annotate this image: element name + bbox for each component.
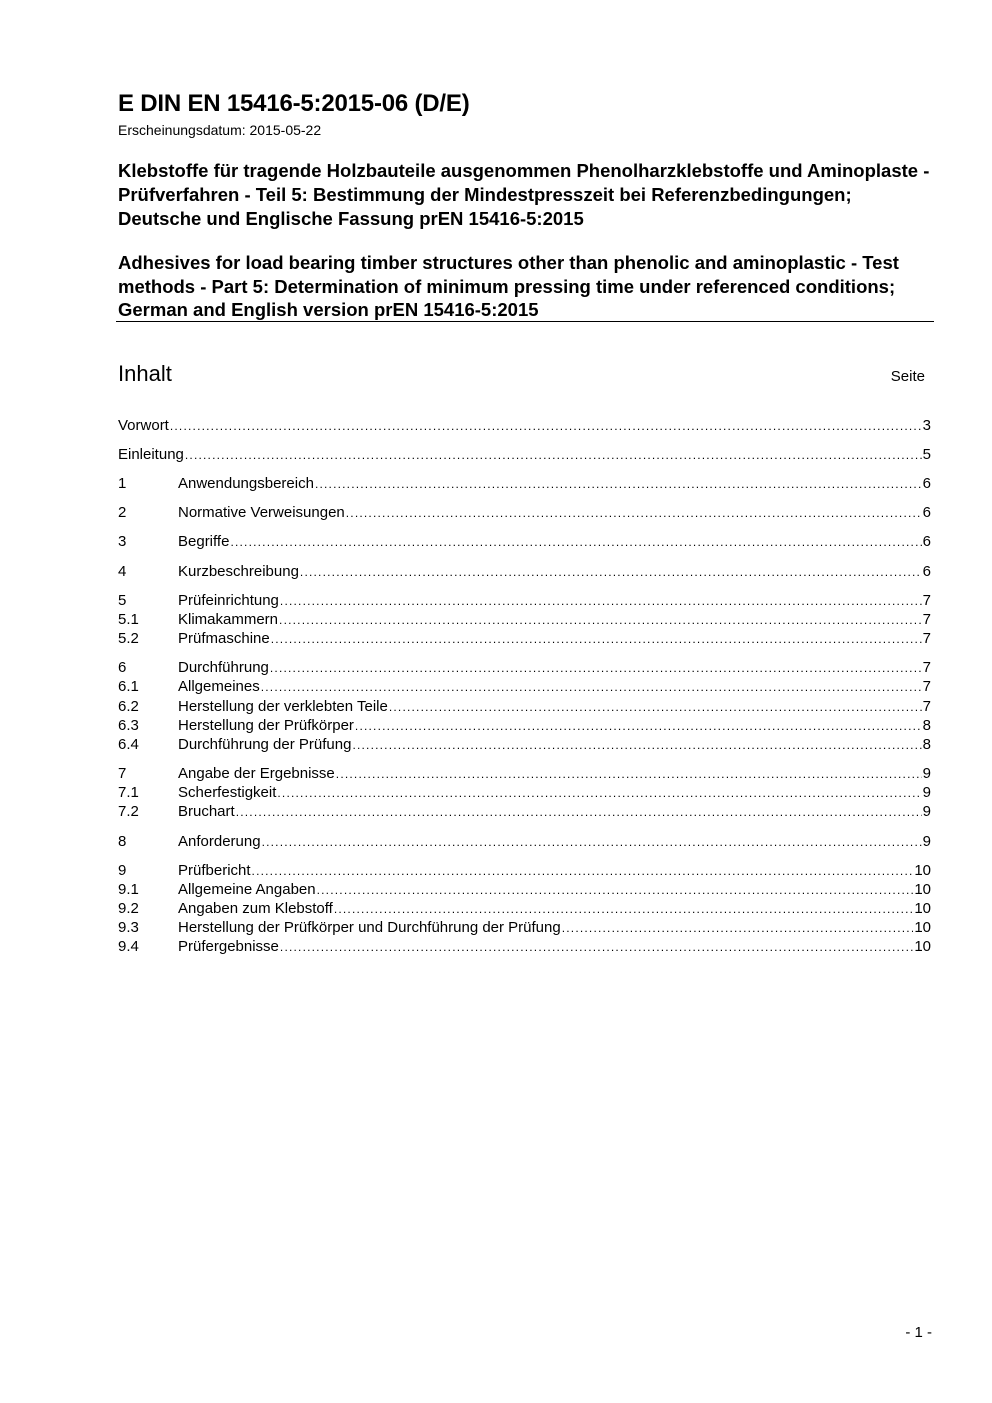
- toc-entry-number: 6.4: [118, 736, 139, 753]
- toc-entry-title: Klimakammern: [178, 611, 279, 628]
- toc-entry-number: 8: [118, 833, 127, 850]
- toc-entry-page: 10: [914, 919, 931, 936]
- toc-entry-page: 7: [922, 678, 931, 695]
- toc-dot-leader: [334, 899, 913, 919]
- toc-entry[interactable]: [118, 937, 931, 957]
- toc-entry-number: 5: [118, 592, 127, 609]
- toc-dot-leader: [277, 783, 921, 803]
- toc-entry-page: 7: [922, 630, 931, 647]
- toc-entry-title: Scherfestigkeit: [178, 784, 277, 801]
- toc-entry-page: 7: [922, 611, 931, 628]
- toc-entry-title: Einleitung: [118, 446, 184, 463]
- toc-entry-page: 9: [922, 833, 931, 850]
- toc-page-column-label: Seite: [890, 368, 925, 385]
- toc-entry-number: 5.1: [118, 611, 139, 628]
- toc-entry-number: 6.3: [118, 717, 139, 734]
- toc-entry-number: 7.2: [118, 803, 139, 820]
- toc-entry[interactable]: [118, 861, 931, 881]
- toc-dot-leader: [562, 918, 914, 938]
- document-id: E DIN EN 15416-5:2015-06 (D/E): [118, 90, 470, 117]
- toc-dot-leader: [271, 629, 922, 649]
- toc-dot-leader: [315, 474, 922, 494]
- toc-entry[interactable]: [118, 474, 931, 494]
- toc-dot-leader: [336, 764, 922, 784]
- toc-entry-number: 9: [118, 862, 127, 879]
- toc-dot-leader: [280, 937, 913, 957]
- toc-entry[interactable]: [118, 918, 931, 938]
- toc-entry-page: 7: [922, 698, 931, 715]
- toc-entry-title: Prüfmaschine: [178, 630, 270, 647]
- toc-entry-page: 10: [914, 881, 931, 898]
- toc-entry-number: 9.1: [118, 881, 139, 898]
- toc-dot-leader: [270, 658, 922, 678]
- toc-dot-leader: [236, 802, 922, 822]
- toc-dot-leader: [355, 716, 922, 736]
- toc-entry-page: 9: [922, 765, 931, 782]
- toc-entry-title: Prüfbericht: [178, 862, 251, 879]
- page-number: - 1 -: [905, 1324, 932, 1341]
- toc-dot-leader: [262, 832, 922, 852]
- toc-entry-title: Kurzbeschreibung: [178, 563, 299, 580]
- toc-entry[interactable]: [118, 735, 931, 755]
- toc-dot-leader: [280, 591, 922, 611]
- toc-entry-number: 3: [118, 533, 127, 550]
- toc-entry-title: Prüfergebnisse: [178, 938, 279, 955]
- toc-dot-leader: [170, 416, 922, 436]
- toc-entry[interactable]: [118, 802, 931, 822]
- toc-entry-page: 9: [922, 784, 931, 801]
- toc-entry[interactable]: [118, 764, 931, 784]
- toc-entry-title: Herstellung der Prüfkörper: [178, 717, 354, 734]
- toc-entry-number: 9.3: [118, 919, 139, 936]
- toc-entry[interactable]: [118, 562, 931, 582]
- toc-entry-number: 4: [118, 563, 127, 580]
- toc-entry-number: 6.2: [118, 698, 139, 715]
- toc-entry[interactable]: [118, 610, 931, 630]
- toc-entry-title: Allgemeine Angaben: [178, 881, 316, 898]
- toc-entry-page: 3: [922, 417, 931, 434]
- toc-entry[interactable]: [118, 880, 931, 900]
- toc-entry[interactable]: [118, 629, 931, 649]
- toc-entry-number: 9.4: [118, 938, 139, 955]
- toc-entry-page: 8: [922, 736, 931, 753]
- toc-entry-page: 10: [914, 938, 931, 955]
- toc-entry[interactable]: [118, 416, 931, 436]
- toc-entry[interactable]: [118, 591, 931, 611]
- toc-entry-page: 6: [922, 475, 931, 492]
- toc-entry-page: 5: [922, 446, 931, 463]
- toc-dot-leader: [300, 562, 922, 582]
- publication-date: Erscheinungsdatum: 2015-05-22: [118, 122, 322, 138]
- toc-dot-leader: [185, 445, 922, 465]
- toc-entry[interactable]: [118, 677, 931, 697]
- toc-entry-number: 6.1: [118, 678, 139, 695]
- toc-entry[interactable]: [118, 658, 931, 678]
- toc-entry-title: Vorwort: [118, 417, 169, 434]
- toc-entry-page: 8: [922, 717, 931, 734]
- toc-entry-title: Anwendungsbereich: [178, 475, 314, 492]
- toc-entry[interactable]: [118, 716, 931, 736]
- toc-entry[interactable]: [118, 832, 931, 852]
- toc-entry-number: 7: [118, 765, 127, 782]
- toc-entry[interactable]: [118, 445, 931, 465]
- toc-entry-title: Angabe der Ergebnisse: [178, 765, 335, 782]
- toc-entry-number: 7.1: [118, 784, 139, 801]
- toc-entry[interactable]: [118, 783, 931, 803]
- toc-entry-title: Durchführung: [178, 659, 269, 676]
- toc-entry-title: Angaben zum Klebstoff: [178, 900, 333, 917]
- toc-entry-title: Anforderung: [178, 833, 261, 850]
- toc-entry-page: 7: [922, 592, 931, 609]
- title-english: Adhesives for load bearing timber structures other than phenolic and aminoplastic - Test methods - Part 5: Determination of minimum pressing time under referenced conditions; German and English version prEN 15416-5:2015: [118, 252, 899, 320]
- toc-entry-page: 7: [922, 659, 931, 676]
- toc-entry-number: 9.2: [118, 900, 139, 917]
- toc-entry-title: Herstellung der Prüfkörper und Durchführung der Prüfung: [178, 919, 561, 936]
- toc-entry-title: Durchführung der Prüfung: [178, 736, 352, 753]
- toc-entry-page: 10: [914, 862, 931, 879]
- title-german: Klebstoffe für tragende Holzbauteile ausgenommen Phenolharzklebstoffe und Aminoplaste - Prüfverfahren - Teil 5: Bestimmung der Mindestpresszeit bei Referenzbedingungen; Deutsche und Englische Fassung prEN 15416-5:2015: [118, 160, 930, 229]
- toc-dot-leader: [389, 697, 922, 717]
- toc-entry-title: Bruchart: [178, 803, 235, 820]
- toc-dot-leader: [252, 861, 914, 881]
- toc-entry-page: 10: [914, 900, 931, 917]
- toc-entry-title: Herstellung der verklebten Teile: [178, 698, 388, 715]
- toc-dot-leader: [346, 503, 922, 523]
- toc-heading: Inhalt: [118, 361, 172, 386]
- toc-dot-leader: [261, 677, 922, 697]
- toc-entry-page: 6: [922, 563, 931, 580]
- toc-entry-title: Allgemeines: [178, 678, 260, 695]
- toc-entry-page: 6: [922, 504, 931, 521]
- toc-entry[interactable]: [118, 503, 931, 523]
- toc-dot-leader: [352, 735, 921, 755]
- toc-dot-leader: [317, 880, 914, 900]
- toc-entry-number: 5.2: [118, 630, 139, 647]
- toc-entry[interactable]: [118, 697, 931, 717]
- toc-entry-number: 6: [118, 659, 127, 676]
- toc-entry[interactable]: [118, 532, 931, 552]
- toc-entry-title: Normative Verweisungen: [178, 504, 345, 521]
- toc-dot-leader: [230, 532, 921, 552]
- toc-entry-number: 1: [118, 475, 127, 492]
- toc-entry-number: 2: [118, 504, 127, 521]
- toc-dot-leader: [279, 610, 922, 630]
- toc-entry-title: Begriffe: [178, 533, 230, 550]
- title-divider: [116, 321, 934, 322]
- toc-entry-title: Prüfeinrichtung: [178, 592, 279, 609]
- toc-entry[interactable]: [118, 899, 931, 919]
- toc-entry-page: 6: [922, 533, 931, 550]
- toc-entry-page: 9: [922, 803, 931, 820]
